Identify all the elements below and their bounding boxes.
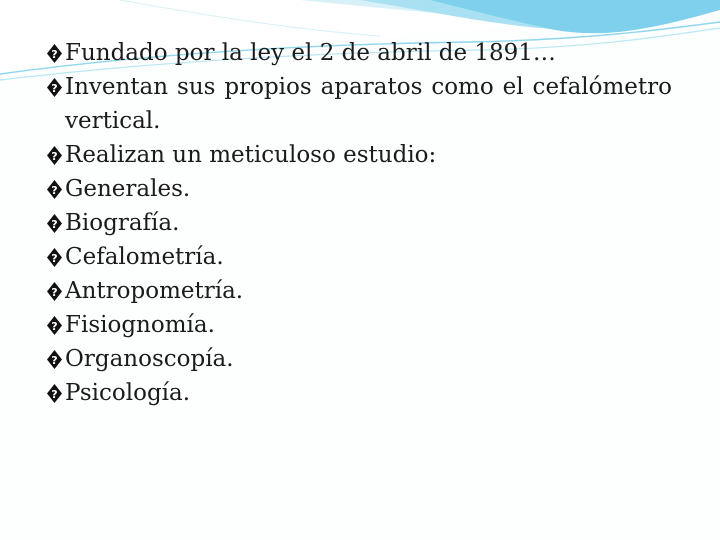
replacement-char-icon <box>46 145 63 166</box>
replacement-char-icon <box>46 349 63 370</box>
svg-text:?: ? <box>51 150 58 163</box>
replacement-char-icon <box>46 247 63 268</box>
bullet-text: Biografía. <box>65 210 180 236</box>
replacement-char-icon <box>46 315 63 336</box>
list-item <box>46 36 672 70</box>
list-item <box>46 240 672 274</box>
bullet-list <box>46 36 672 410</box>
bullet-text: Cefalometría. <box>65 244 224 270</box>
svg-text:?: ? <box>51 286 58 299</box>
svg-text:?: ? <box>51 218 58 231</box>
bullet-text: Antropometría. <box>65 278 244 304</box>
replacement-char-icon <box>46 43 63 64</box>
bullet-text: Psicología. <box>65 380 191 406</box>
replacement-char-icon <box>46 77 63 98</box>
bullet-text: Realizan un meticuloso estudio: <box>65 142 437 168</box>
list-item <box>46 274 672 308</box>
bullet-text: Fisiognomía. <box>65 312 215 338</box>
replacement-char-icon <box>46 281 63 302</box>
svg-text:?: ? <box>51 48 58 61</box>
bullet-text-line-1: Inventan sus propios aparatos como el cefalómetro <box>65 74 672 100</box>
replacement-char-icon <box>46 179 63 200</box>
svg-text:?: ? <box>51 354 58 367</box>
list-item <box>46 376 672 410</box>
svg-text:?: ? <box>51 388 58 401</box>
bullet-text: Fundado por la ley el 2 de abril de 1891… <box>65 40 556 66</box>
bullet-text-line-2: vertical. <box>65 108 161 134</box>
bullet-text: Generales. <box>65 176 191 202</box>
replacement-char-icon <box>46 383 63 404</box>
bullet-text: Organoscopía. <box>65 346 234 372</box>
replacement-char-icon <box>46 213 63 234</box>
svg-text:?: ? <box>51 252 58 265</box>
list-item <box>46 206 672 240</box>
list-item <box>46 70 672 138</box>
svg-text:?: ? <box>51 320 58 333</box>
svg-text:?: ? <box>51 184 58 197</box>
list-item <box>46 138 672 172</box>
list-item <box>46 172 672 206</box>
list-item <box>46 308 672 342</box>
svg-text:?: ? <box>51 82 58 95</box>
list-item <box>46 342 672 376</box>
